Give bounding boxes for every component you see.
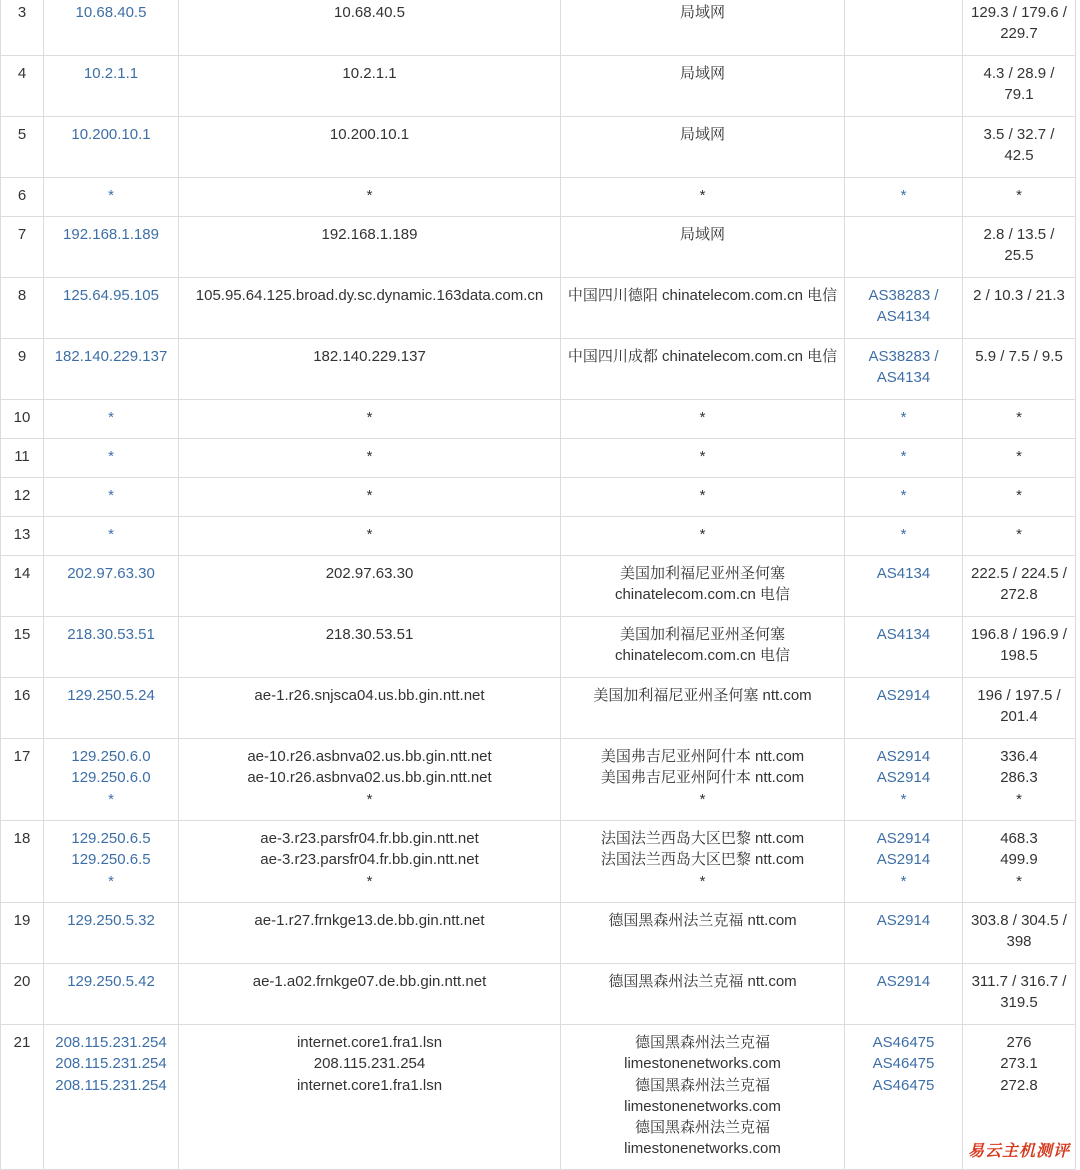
hop-number-cell — [1, 400, 44, 439]
hop-number-cell — [1, 617, 44, 678]
asn[interactable]: AS2914 — [876, 912, 931, 929]
location: * — [699, 187, 706, 204]
ip-address-cell — [44, 964, 179, 1025]
latency: 2.8 / 13.5 / 25.5 — [983, 226, 1055, 265]
location-cell — [561, 617, 845, 678]
latency-cell — [963, 439, 1076, 478]
asn[interactable]: AS2914 — [876, 973, 931, 990]
latency-cell — [963, 278, 1076, 339]
table-row — [1, 56, 1076, 117]
ip-address-cell — [44, 903, 179, 964]
location-cell — [561, 56, 845, 117]
ip-address[interactable]: 129.250.6.5 — [71, 830, 151, 847]
latency-cell — [963, 617, 1076, 678]
ip-address[interactable]: 129.250.6.0 — [71, 748, 151, 765]
hostname-cell — [179, 517, 561, 556]
asn[interactable]: AS4134 — [876, 626, 931, 643]
hop-number: 10 — [13, 409, 31, 426]
location: 中国四川成都 chinatelecom.com.cn 电信 — [567, 348, 838, 365]
latency-cell — [963, 0, 1076, 56]
location: * — [699, 487, 706, 504]
hop-number: 20 — [13, 973, 31, 990]
asn-cell — [845, 739, 963, 821]
ip-address[interactable]: 202.97.63.30 — [67, 565, 155, 582]
location: 美国加利福尼亚州圣何塞 chinatelecom.com.cn 电信 — [614, 565, 791, 604]
table-row — [1, 117, 1076, 178]
latency: * — [1016, 526, 1022, 543]
hostname: 202.97.63.30 — [325, 565, 414, 582]
location: 美国加利福尼亚州圣何塞 ntt.com — [593, 687, 812, 704]
table-row — [1, 178, 1076, 217]
hostname-cell — [179, 400, 561, 439]
latency: * — [1016, 448, 1022, 465]
hop-number-cell — [1, 556, 44, 617]
hostname: ae-1.r26.snjsca04.us.bb.gin.ntt.net — [254, 687, 485, 704]
latency-cell — [963, 478, 1076, 517]
table-row — [1, 339, 1076, 400]
location-cell — [561, 117, 845, 178]
hostname: 10.68.40.5 — [334, 4, 405, 21]
hostname: 192.168.1.189 — [321, 226, 418, 243]
table-row — [1, 478, 1076, 517]
latency-cell — [963, 556, 1076, 617]
hop-number-cell — [1, 678, 44, 739]
location: * — [699, 872, 706, 890]
hop-number: 16 — [13, 687, 31, 704]
asn[interactable]: AS46475 — [872, 1034, 935, 1051]
table-row — [1, 903, 1076, 964]
latency: * — [1016, 187, 1022, 204]
location: 美国加利福尼亚州圣何塞 chinatelecom.com.cn 电信 — [614, 626, 791, 665]
hostname-cell — [179, 278, 561, 339]
hop-number-cell — [1, 439, 44, 478]
ip-address-cell — [44, 478, 179, 517]
hostname: * — [366, 790, 373, 808]
hop-number-cell — [1, 178, 44, 217]
latency: 129.3 / 179.6 / 229.7 — [971, 4, 1067, 43]
hop-number: 5 — [17, 126, 27, 143]
location-cell — [561, 0, 845, 56]
table-row — [1, 739, 1076, 821]
hop-number-cell — [1, 56, 44, 117]
hostname: internet.core1.fra1.lsn — [296, 1034, 443, 1051]
hostname: ae-3.r23.parsfr04.fr.bb.gin.ntt.net — [260, 851, 479, 869]
hop-number-cell — [1, 478, 44, 517]
ip-address[interactable]: 129.250.5.42 — [67, 973, 155, 990]
hostname-cell — [179, 617, 561, 678]
latency-cell — [963, 739, 1076, 821]
latency: * — [1016, 409, 1022, 426]
latency-cell — [963, 217, 1076, 278]
asn: * — [900, 790, 907, 808]
latency: 196 / 197.5 / 201.4 — [977, 687, 1061, 726]
table-row — [1, 678, 1076, 739]
ip-address-cell — [44, 617, 179, 678]
hop-number: 12 — [13, 487, 31, 504]
location: 德国黑森州法兰克福 limestonenetworks.com — [624, 1119, 781, 1158]
asn-cell — [845, 964, 963, 1025]
hop-number: 8 — [17, 287, 27, 304]
table-row — [1, 964, 1076, 1025]
location: 法国法兰西岛大区巴黎 ntt.com — [600, 851, 805, 869]
asn-cell — [845, 678, 963, 739]
location: 美国弗吉尼亚州阿什本 ntt.com — [600, 748, 805, 765]
ip-address[interactable]: 129.250.5.32 — [67, 912, 155, 929]
asn[interactable]: AS2914 — [876, 851, 931, 869]
latency: 336.4 — [1000, 748, 1038, 765]
hop-number: 6 — [17, 187, 27, 204]
latency: 4.3 / 28.9 / 79.1 — [983, 65, 1055, 104]
ip-address[interactable]: 129.250.6.5 — [71, 851, 151, 869]
hop-number: 4 — [17, 65, 27, 82]
location: 法国法兰西岛大区巴黎 ntt.com — [600, 830, 805, 847]
asn-cell — [845, 1025, 963, 1170]
hop-number-cell — [1, 217, 44, 278]
ip-address-cell — [44, 821, 179, 903]
ip-address: * — [108, 872, 114, 890]
asn[interactable]: AS4134 — [876, 565, 931, 582]
asn-cell — [845, 478, 963, 517]
hostname-cell — [179, 903, 561, 964]
asn: * — [900, 409, 907, 426]
hop-number-cell — [1, 117, 44, 178]
ip-address-cell — [44, 0, 179, 56]
hostname: 218.30.53.51 — [325, 626, 414, 643]
location-cell — [561, 439, 845, 478]
location: 德国黑森州法兰克福 ntt.com — [608, 912, 797, 929]
ip-address: * — [108, 526, 114, 543]
hostname-cell — [179, 678, 561, 739]
hop-number: 14 — [13, 565, 31, 582]
location: * — [699, 448, 706, 465]
latency: 286.3 — [1000, 769, 1038, 787]
hostname-cell — [179, 178, 561, 217]
asn[interactable]: AS2914 — [876, 769, 931, 787]
hop-number: 17 — [13, 748, 31, 765]
table-row — [1, 278, 1076, 339]
location: * — [699, 790, 706, 808]
latency: * — [1016, 790, 1022, 808]
hop-number-cell — [1, 517, 44, 556]
latency-cell — [963, 821, 1076, 903]
ip-address-cell — [44, 400, 179, 439]
ip-address[interactable]: 218.30.53.51 — [67, 626, 155, 643]
asn[interactable]: AS2914 — [876, 687, 931, 704]
latency: 196.8 / 196.9 / 198.5 — [971, 626, 1067, 665]
location: * — [699, 526, 706, 543]
hostname-cell — [179, 739, 561, 821]
location-cell — [561, 339, 845, 400]
hop-number-cell — [1, 903, 44, 964]
location-cell — [561, 278, 845, 339]
location: 中国四川德阳 chinatelecom.com.cn 电信 — [567, 287, 838, 304]
hop-number-cell — [1, 0, 44, 56]
location: * — [699, 409, 706, 426]
asn-cell — [845, 439, 963, 478]
location: 局域网 — [679, 4, 725, 21]
asn-cell — [845, 117, 963, 178]
location-cell — [561, 217, 845, 278]
ip-address[interactable]: 10.68.40.5 — [75, 4, 147, 21]
latency: 2 / 10.3 / 21.3 — [973, 287, 1065, 304]
hostname-cell — [179, 821, 561, 903]
latency: 303.8 / 304.5 / 398 — [971, 912, 1067, 951]
hostname-cell — [179, 556, 561, 617]
latency: 499.9 — [1000, 851, 1038, 869]
ip-address-cell — [44, 439, 179, 478]
hop-number: 9 — [17, 348, 27, 365]
asn-cell — [845, 339, 963, 400]
asn-cell — [845, 617, 963, 678]
asn-cell — [845, 178, 963, 217]
hop-number-cell — [1, 821, 44, 903]
location: 德国黑森州法兰克福 ntt.com — [608, 973, 797, 990]
ip-address[interactable]: 182.140.229.137 — [54, 348, 168, 365]
asn: * — [900, 487, 907, 504]
ip-address[interactable]: 129.250.5.24 — [67, 687, 155, 704]
ip-address[interactable]: 125.64.95.105 — [63, 287, 159, 304]
location: 局域网 — [679, 126, 725, 143]
latency-cell — [963, 400, 1076, 439]
hostname-cell — [179, 339, 561, 400]
hostname: internet.core1.fra1.lsn — [296, 1076, 443, 1094]
hostname: * — [366, 409, 373, 426]
latency-cell — [963, 678, 1076, 739]
table-row — [1, 821, 1076, 903]
ip-address-cell — [44, 739, 179, 821]
hostname: 182.140.229.137 — [313, 348, 426, 365]
hop-number: 15 — [13, 626, 31, 643]
ip-address[interactable]: 208.115.231.254 — [55, 1076, 167, 1094]
ip-address[interactable]: 129.250.6.0 — [71, 769, 151, 787]
location-cell — [561, 178, 845, 217]
latency-cell — [963, 964, 1076, 1025]
latency-cell — [963, 339, 1076, 400]
latency: 276 — [1006, 1034, 1032, 1051]
latency: * — [1016, 872, 1022, 890]
hop-number: 13 — [13, 526, 31, 543]
location-cell — [561, 821, 845, 903]
ip-address-cell — [44, 217, 179, 278]
location-cell — [561, 556, 845, 617]
hostname: ae-10.r26.asbnva02.us.bb.gin.ntt.net — [247, 769, 492, 787]
hop-number: 11 — [14, 448, 30, 465]
latency: 273.1 — [1000, 1055, 1038, 1073]
latency: 222.5 / 224.5 / 272.8 — [971, 565, 1067, 604]
hostname: ae-10.r26.asbnva02.us.bb.gin.ntt.net — [247, 748, 492, 765]
asn[interactable]: AS2914 — [876, 830, 931, 847]
latency-cell — [963, 178, 1076, 217]
ip-address-cell — [44, 1025, 179, 1170]
hostname: 105.95.64.125.broad.dy.sc.dynamic.163data.com.cn — [195, 287, 544, 304]
asn-cell — [845, 400, 963, 439]
latency: * — [1016, 487, 1022, 504]
hop-number-cell — [1, 278, 44, 339]
hostname: 208.115.231.254 — [313, 1055, 426, 1073]
location-cell — [561, 400, 845, 439]
asn-cell — [845, 217, 963, 278]
ip-address[interactable]: 10.200.10.1 — [71, 126, 151, 143]
hostname: ae-3.r23.parsfr04.fr.bb.gin.ntt.net — [260, 830, 479, 847]
ip-address[interactable]: 192.168.1.189 — [63, 226, 159, 243]
hostname-cell — [179, 439, 561, 478]
ip-address-cell — [44, 517, 179, 556]
ip-address-cell — [44, 556, 179, 617]
latency: 5.9 / 7.5 / 9.5 — [975, 348, 1063, 365]
location-cell — [561, 678, 845, 739]
hostname-cell — [179, 478, 561, 517]
location: 德国黑森州法兰克福 limestonenetworks.com — [624, 1076, 781, 1115]
hop-number: 7 — [17, 226, 27, 243]
ip-address-cell — [44, 678, 179, 739]
hostname-cell — [179, 56, 561, 117]
location: 德国黑森州法兰克福 limestonenetworks.com — [624, 1034, 781, 1073]
ip-address-cell — [44, 278, 179, 339]
table-row — [1, 517, 1076, 556]
ip-address: * — [108, 409, 114, 426]
location: 美国弗吉尼亚州阿什本 ntt.com — [600, 769, 805, 787]
location-cell — [561, 1025, 845, 1170]
asn: * — [900, 448, 907, 465]
table-row — [1, 556, 1076, 617]
asn-cell — [845, 278, 963, 339]
asn[interactable]: AS46475 — [872, 1076, 935, 1094]
hop-number-cell — [1, 339, 44, 400]
hop-number: 3 — [17, 4, 27, 21]
ip-address[interactable]: 208.115.231.254 — [55, 1034, 167, 1051]
hostname-cell — [179, 117, 561, 178]
location: 局域网 — [679, 226, 725, 243]
latency-cell — [963, 117, 1076, 178]
hop-number: 21 — [13, 1034, 31, 1051]
ip-address-cell — [44, 178, 179, 217]
asn-cell — [845, 56, 963, 117]
hop-number: 18 — [13, 830, 31, 847]
ip-address[interactable]: 208.115.231.254 — [55, 1055, 167, 1073]
asn[interactable]: AS38283 / AS4134 — [868, 348, 939, 387]
asn[interactable]: AS46475 — [872, 1055, 935, 1073]
latency-cell — [963, 517, 1076, 556]
ip-address-cell — [44, 117, 179, 178]
table-row — [1, 217, 1076, 278]
hostname-cell — [179, 964, 561, 1025]
hostname: ae-1.a02.frnkge07.de.bb.gin.ntt.net — [252, 973, 487, 990]
ip-address: * — [108, 487, 114, 504]
hostname: * — [366, 526, 373, 543]
latency: 3.5 / 32.7 / 42.5 — [983, 126, 1055, 165]
table-row — [1, 617, 1076, 678]
ip-address-cell — [44, 56, 179, 117]
asn-cell — [845, 556, 963, 617]
hop-number: 19 — [13, 912, 31, 929]
hostname: * — [366, 872, 373, 890]
ip-address: * — [108, 790, 114, 808]
location-cell — [561, 739, 845, 821]
latency: 468.3 — [1000, 830, 1038, 847]
asn-cell — [845, 517, 963, 556]
hostname: * — [366, 187, 373, 204]
latency-cell — [963, 56, 1076, 117]
asn: * — [900, 187, 907, 204]
ip-address-cell — [44, 339, 179, 400]
asn[interactable]: AS38283 / AS4134 — [868, 287, 939, 326]
hostname: * — [366, 487, 373, 504]
latency: 272.8 — [1000, 1076, 1038, 1094]
asn: * — [900, 526, 907, 543]
table-row — [1, 0, 1076, 56]
location-cell — [561, 903, 845, 964]
hop-number-cell — [1, 964, 44, 1025]
asn-cell — [845, 0, 963, 56]
site-watermark: 易云主机测评 — [967, 1141, 1070, 1160]
hostname-cell — [179, 217, 561, 278]
asn[interactable]: AS2914 — [876, 748, 931, 765]
traceroute-body — [1, 0, 1076, 1170]
table-row — [1, 439, 1076, 478]
hostname: 10.2.1.1 — [342, 65, 397, 82]
hostname-cell — [179, 0, 561, 56]
table-row — [1, 1025, 1076, 1170]
asn: * — [900, 872, 907, 890]
ip-address: * — [108, 187, 114, 204]
hostname-cell — [179, 1025, 561, 1170]
hop-number-cell — [1, 739, 44, 821]
location-cell — [561, 478, 845, 517]
hostname: ae-1.r27.frnkge13.de.bb.gin.ntt.net — [254, 912, 485, 929]
location-cell — [561, 517, 845, 556]
ip-address: * — [108, 448, 114, 465]
ip-address[interactable]: 10.2.1.1 — [83, 65, 139, 82]
hostname: 10.200.10.1 — [329, 126, 410, 143]
location-cell — [561, 964, 845, 1025]
latency: 311.7 / 316.7 / 319.5 — [971, 973, 1067, 1012]
asn-cell — [845, 821, 963, 903]
location: 局域网 — [679, 65, 725, 82]
asn-cell — [845, 903, 963, 964]
hostname: * — [366, 448, 373, 465]
table-row — [1, 400, 1076, 439]
hop-number-cell — [1, 1025, 44, 1170]
latency-cell — [963, 903, 1076, 964]
